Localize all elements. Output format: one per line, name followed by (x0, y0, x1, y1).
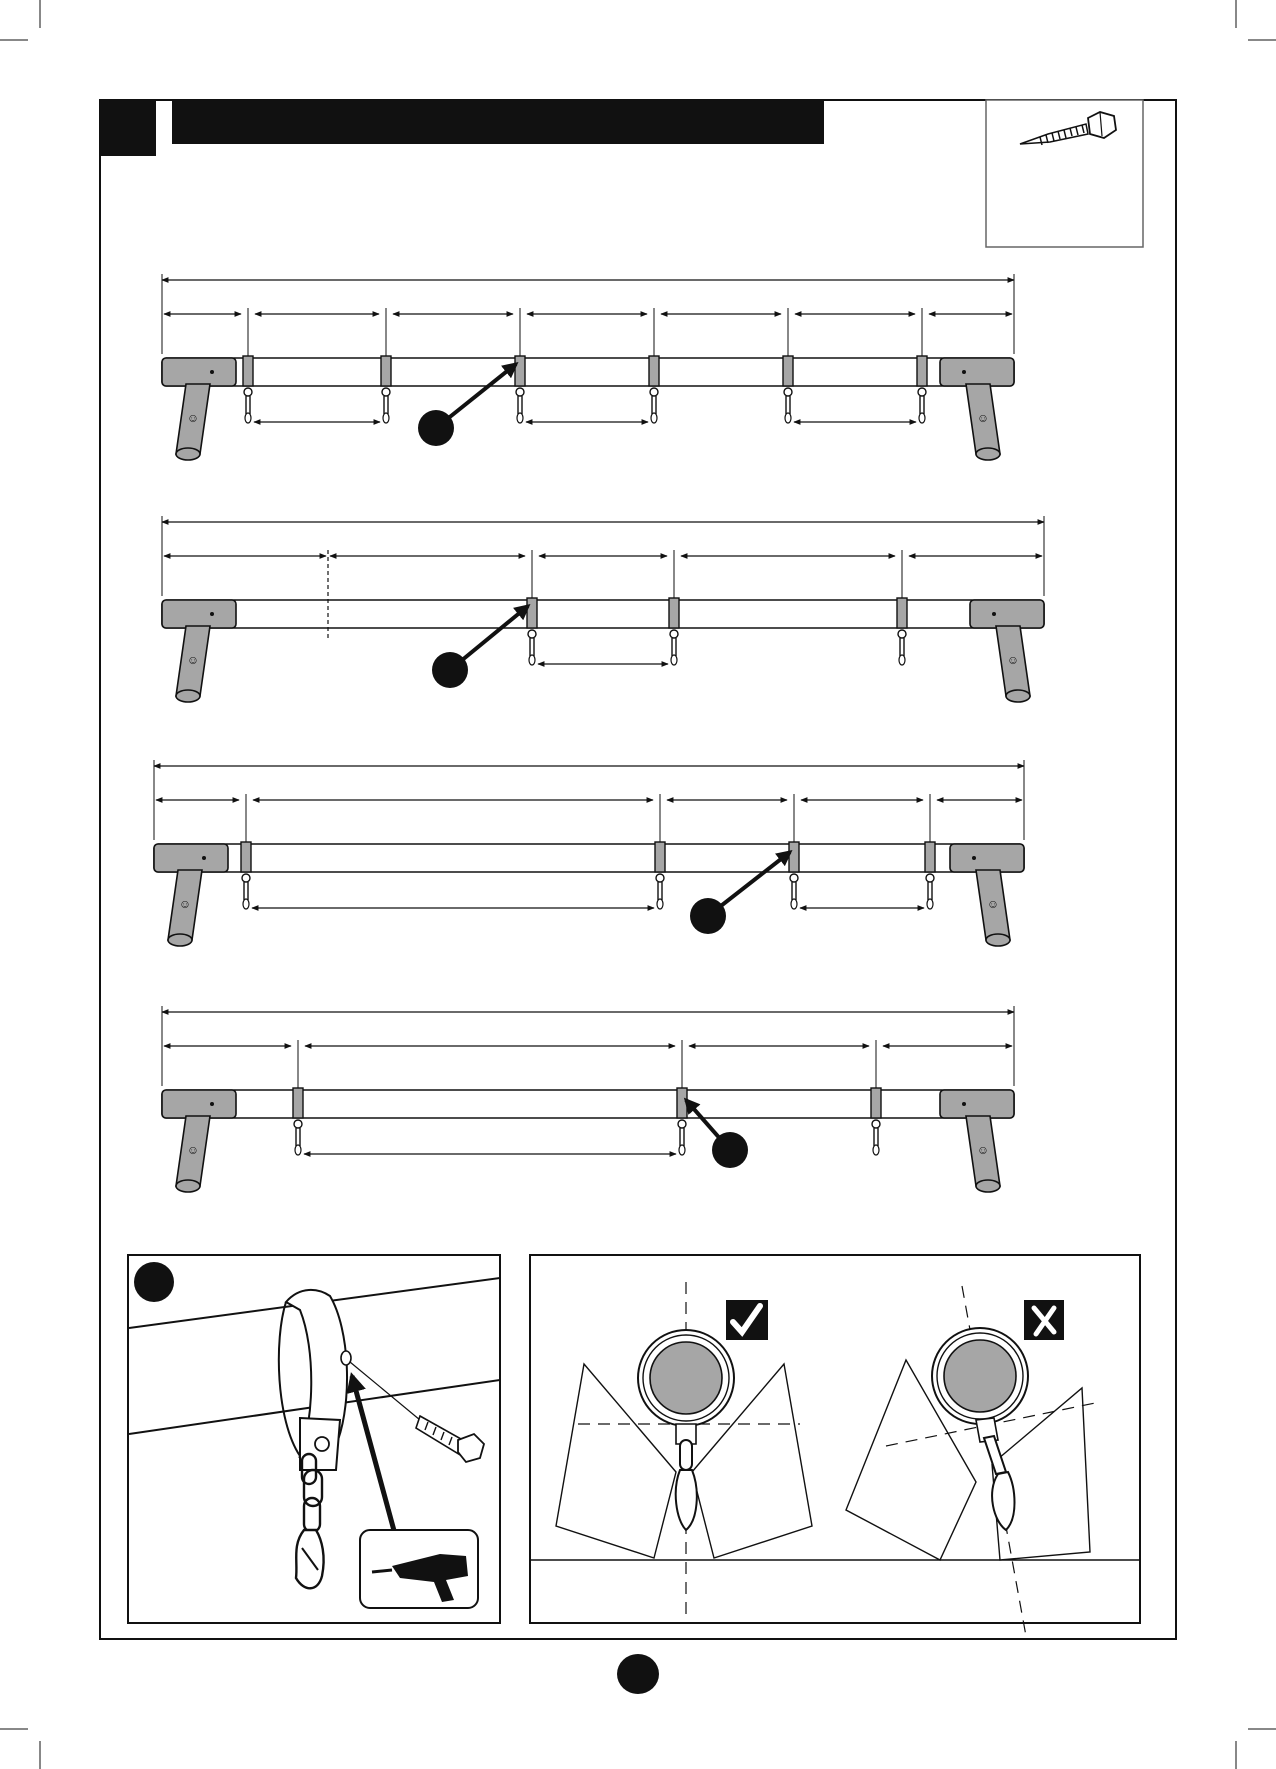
hanger-eye (294, 1120, 302, 1128)
hanger-hook (791, 899, 797, 909)
hanger-chain (530, 638, 534, 656)
leg-end (976, 1180, 1000, 1192)
bracket-bolt (210, 370, 214, 374)
hanger-chain (652, 396, 656, 414)
detail-callout-badge (134, 1262, 174, 1302)
end-bracket-left (162, 358, 236, 386)
end-bracket-right (940, 1090, 1014, 1118)
swing-hanger (789, 842, 799, 872)
hanger-chain (874, 1128, 878, 1146)
hanger-hook (927, 899, 933, 909)
leg-end (168, 934, 192, 946)
hanger-chain (900, 638, 904, 656)
swing-hanger (243, 356, 253, 386)
swing-hanger (669, 598, 679, 628)
hanger-hook (899, 655, 905, 665)
drill-detail-panel (128, 1255, 500, 1623)
swing-hanger (649, 356, 659, 386)
hanger-hook (671, 655, 677, 665)
swing-hanger (917, 356, 927, 386)
hanger-eye (242, 874, 250, 882)
hanger-eye (650, 388, 658, 396)
hanger-chain (680, 1128, 684, 1146)
end-bracket-right (950, 844, 1024, 872)
hanger-eye (670, 630, 678, 638)
leg-end (176, 690, 200, 702)
swing-hanger (925, 842, 935, 872)
hanger-hook (785, 413, 791, 423)
hanger-eye (678, 1120, 686, 1128)
bracket-bolt (972, 856, 976, 860)
orientation-panel (530, 1255, 1140, 1636)
leg-logo: ☺ (1006, 653, 1020, 667)
leg-end (986, 934, 1010, 946)
leg-logo: ☺ (178, 897, 192, 911)
hanger-eye (926, 874, 934, 882)
swing-hanger (293, 1088, 303, 1118)
hanger-chain (786, 396, 790, 414)
hanger-hook (919, 413, 925, 423)
hanger-eye (898, 630, 906, 638)
hanger-eye (784, 388, 792, 396)
power-drill-icon (360, 1530, 478, 1608)
hanger-eye (244, 388, 252, 396)
hanger-hook (679, 1145, 685, 1155)
hanger-hook (651, 413, 657, 423)
hanger-chain (296, 1128, 300, 1146)
leg-end (1006, 690, 1030, 702)
swing-hanger (241, 842, 251, 872)
hanger-eye (656, 874, 664, 882)
bracket-screw-hole (341, 1351, 351, 1365)
beam-2 (162, 516, 1044, 702)
hanger-eye (872, 1120, 880, 1128)
swing-hanger (515, 356, 525, 386)
end-bracket-left (162, 600, 236, 628)
hanger-eye (918, 388, 926, 396)
hanger-hook (529, 655, 535, 665)
leg-end (976, 448, 1000, 460)
leg-logo: ☺ (186, 1143, 200, 1157)
bracket-bolt (992, 612, 996, 616)
hanger-hook (245, 413, 251, 423)
hanger-chain (518, 396, 522, 414)
bracket-bolt (962, 1102, 966, 1106)
beam-tube (154, 844, 1024, 872)
hanger-hook (295, 1145, 301, 1155)
beam-3 (154, 760, 1024, 946)
hanger-eye (516, 388, 524, 396)
hanger-hook (517, 413, 523, 423)
beam-tube (162, 1090, 1014, 1118)
leg-logo: ☺ (186, 653, 200, 667)
hanger-eye (790, 874, 798, 882)
hanger-hook (657, 899, 663, 909)
end-bracket-right (970, 600, 1044, 628)
callout-badge (418, 410, 454, 446)
leg-logo: ☺ (186, 411, 200, 425)
page-number-badge (617, 1654, 659, 1694)
leg-logo: ☺ (976, 1143, 990, 1157)
beam-4 (162, 1006, 1014, 1192)
leg-end (176, 1180, 200, 1192)
callout-badge (712, 1132, 748, 1168)
beam-tube (162, 358, 1014, 386)
hanger-chain (244, 882, 248, 900)
end-bracket-left (154, 844, 228, 872)
hanger-chain (792, 882, 796, 900)
leg-logo: ☺ (976, 411, 990, 425)
hanger-hook (243, 899, 249, 909)
step-number-block (100, 100, 156, 156)
hanger-eye (382, 388, 390, 396)
hanger-chain (672, 638, 676, 656)
beam-1 (162, 274, 1014, 460)
hanger-chain (920, 396, 924, 414)
callout-badge (690, 898, 726, 934)
bracket-bolt (210, 1102, 214, 1106)
leg-end (176, 448, 200, 460)
hanger-eye (528, 630, 536, 638)
swing-hanger (381, 356, 391, 386)
bracket-bolt (962, 370, 966, 374)
bracket-bolt (202, 856, 206, 860)
step-header-bar (172, 100, 824, 144)
hanger-chain (928, 882, 932, 900)
swing-hanger (655, 842, 665, 872)
hardware-box (986, 100, 1143, 247)
end-bracket-left (162, 1090, 236, 1118)
beam-tube (162, 600, 1044, 628)
hanger-chain (658, 882, 662, 900)
swing-hanger (527, 598, 537, 628)
hanger-chain (384, 396, 388, 414)
hanger-hook (383, 413, 389, 423)
bracket-bolt (210, 612, 214, 616)
swing-hanger (871, 1088, 881, 1118)
swing-hanger (677, 1088, 687, 1118)
hanger-hook (873, 1145, 879, 1155)
end-bracket-right (940, 358, 1014, 386)
swing-hanger (783, 356, 793, 386)
callout-badge (432, 652, 468, 688)
hanger-chain (246, 396, 250, 414)
leg-logo: ☺ (986, 897, 1000, 911)
swing-hanger (897, 598, 907, 628)
